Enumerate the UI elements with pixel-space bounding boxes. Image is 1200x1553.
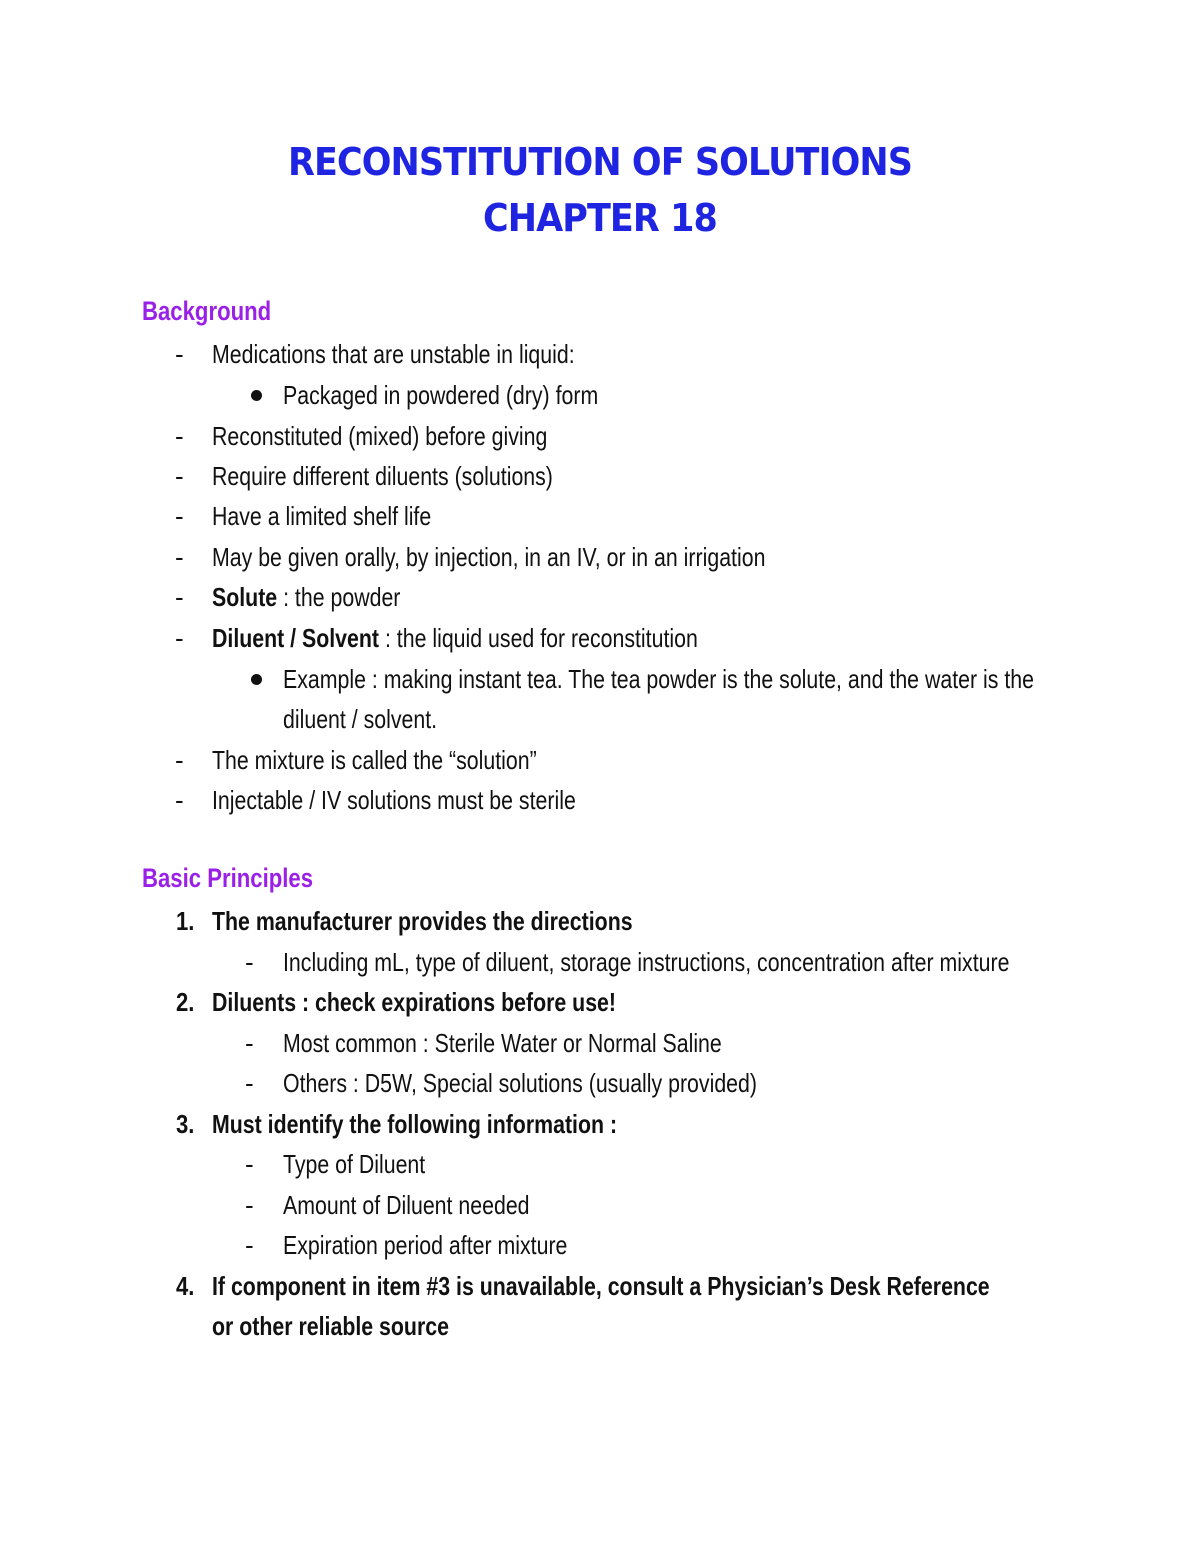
list-item: Reconstituted (mixed) before giving [212, 421, 548, 451]
list-number: 4. [176, 1271, 195, 1301]
dash-marker: - [175, 623, 184, 653]
list-item: Have a limited shelf life [212, 501, 432, 531]
dash-marker: - [175, 339, 184, 369]
principle-subitem: Amount of Diluent needed [283, 1190, 530, 1220]
list-item: Require different diluents (solutions) [212, 461, 553, 491]
principle-item-continuation: or other reliable source [212, 1311, 449, 1341]
principle-item: Diluents : check expirations before use! [212, 987, 617, 1017]
dash-marker: - [175, 745, 184, 775]
dash-marker: - [245, 1190, 254, 1220]
principle-subitem: Most common : Sterile Water or Normal Saline [283, 1028, 722, 1058]
principle-subitem: Others : D5W, Special solutions (usually provided) [283, 1068, 757, 1098]
section-heading-basic-principles: Basic Principles [142, 863, 314, 893]
list-number: 2. [176, 987, 195, 1017]
principle-item: The manufacturer provides the directions [212, 906, 633, 936]
chapter-subtitle: CHAPTER 18 [483, 196, 717, 240]
principle-item: Must identify the following information : [212, 1109, 618, 1139]
list-subitem: Example : making instant tea. The tea powder is the solute, and the water is the [283, 664, 1034, 694]
list-subitem-continuation: diluent / solvent. [283, 704, 438, 734]
list-item: The mixture is called the “solution” [212, 745, 537, 775]
dash-marker: - [245, 1028, 254, 1058]
dash-marker: - [245, 947, 254, 977]
dash-marker: - [175, 582, 184, 612]
definition-solute: : the powder [277, 582, 401, 612]
list-subitem: Packaged in powdered (dry) form [283, 380, 599, 410]
dash-marker: - [175, 461, 184, 491]
list-item: Injectable / IV solutions must be sterile [212, 785, 576, 815]
list-item-solute [212, 581, 400, 613]
dash-marker: - [175, 421, 184, 451]
dash-marker: - [245, 1068, 254, 1098]
dash-marker: - [175, 785, 184, 815]
list-item-diluent [212, 622, 698, 654]
bullet-icon [251, 674, 262, 685]
term-diluent: Diluent / Solvent [212, 623, 380, 653]
term-solute: Solute [212, 582, 278, 612]
principle-subitem: Expiration period after mixture [283, 1230, 568, 1260]
principle-item: If component in item #3 is unavailable, consult a Physician’s Desk Reference [212, 1271, 990, 1301]
dash-marker: - [245, 1230, 254, 1260]
dash-marker: - [175, 542, 184, 572]
bullet-icon [251, 390, 262, 401]
principle-subitem: Type of Diluent [283, 1149, 426, 1179]
list-item: Medications that are unstable in liquid: [212, 339, 575, 369]
dash-marker: - [175, 501, 184, 531]
list-number: 1. [176, 906, 195, 936]
list-number: 3. [176, 1109, 195, 1139]
definition-diluent: : the liquid used for reconstitution [379, 623, 698, 653]
section-heading-background: Background [142, 296, 272, 326]
dash-marker: - [245, 1149, 254, 1179]
principle-subitem: Including mL, type of diluent, storage instructions, concentration after mixture [283, 947, 1010, 977]
list-item: May be given orally, by injection, in an IV, or in an irrigation [212, 542, 766, 572]
document-title: RECONSTITUTION OF SOLUTIONS [288, 140, 912, 184]
